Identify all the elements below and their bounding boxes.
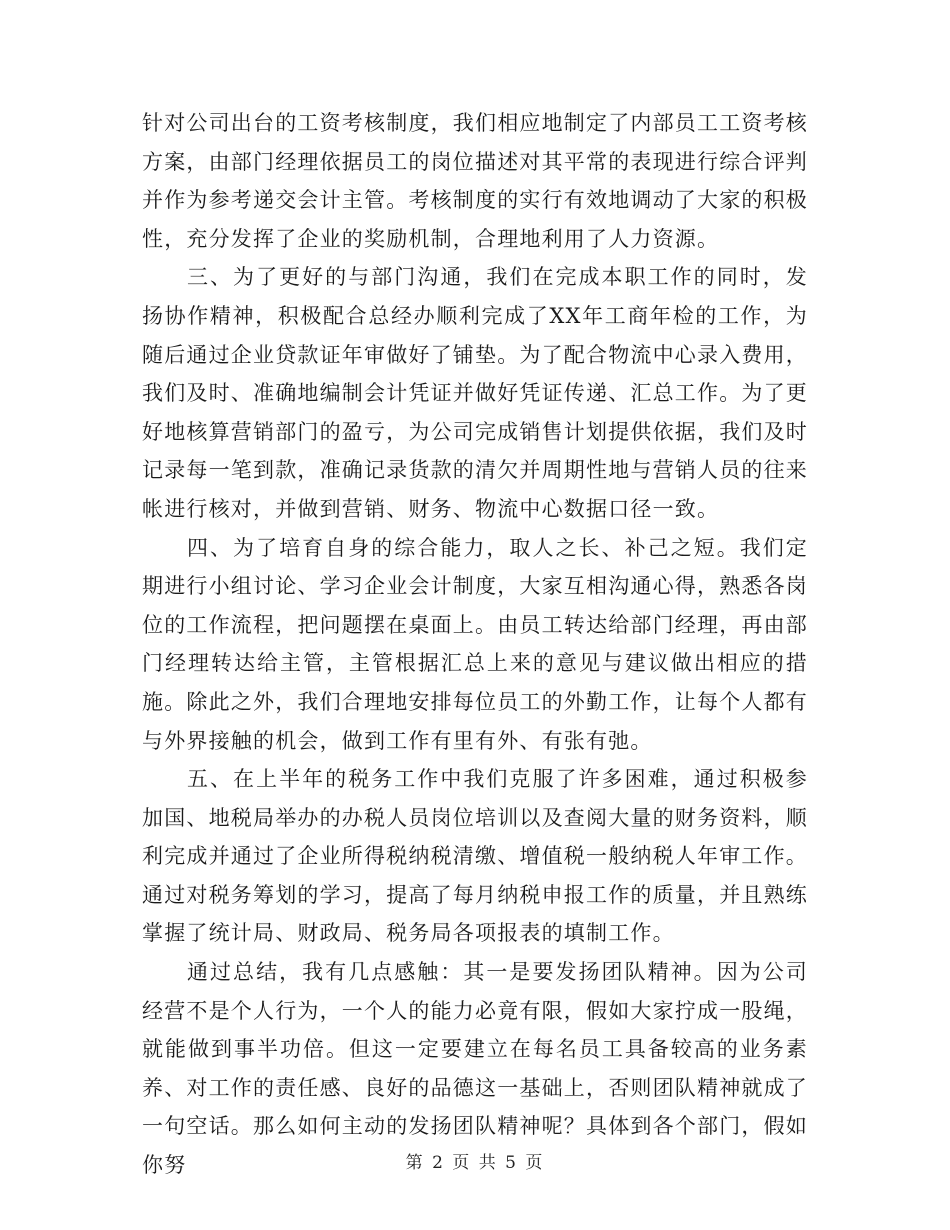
page-footer: 第 2 页 共 5 页 bbox=[405, 1153, 545, 1173]
paragraph-3: 四、为了培育自身的综合能力，取人之长、补己之短。我们定期进行小组讨论、学习企业会计制度，大家互相沟通心得，熟悉各岗位的工作流程，把问题摆在桌面上。由员工转达给部门经理，再由部门经理转达给主管，主管根据汇总上来的意见与建议做出相应的措施。除此之外，我们合理地安排每位员工的外勤工作，让每个人都有与外界接触的机会，做到工作有里有外、有张有弛。 bbox=[142, 535, 808, 753]
paragraph-5: 通过总结，我有几点感触：其一是要发扬团队精神。因为公司经营不是个人行为，一个人的能力必竟有限，假如大家拧成一股绳，就能做到事半功倍。但这一定要建立在每名员工具备较高的业务素养、对工作的责任感、良好的品德这一基础上，否则团队精神就成了一句空话。那么如何主动的发扬团队精神呢？具体到各个部门，假如你努 bbox=[142, 960, 808, 1178]
document-body bbox=[142, 104, 808, 1185]
paragraph-1: 针对公司出台的工资考核制度，我们相应地制定了内部员工工资考核方案，由部门经理依据员工的岗位描述对其平常的表现进行综合评判并作为参考递交会计主管。考核制度的实行有效地调动了大家的积极性，充分发挥了企业的奖励机制，合理地利用了人力资源。 bbox=[142, 111, 808, 251]
paragraph-2: 三、为了更好的与部门沟通，我们在完成本职工作的同时，发扬协作精神，积极配合总经办顺利完成了XX年工商年检的工作，为随后通过企业贷款证年审做好了铺垫。为了配合物流中心录入费用，我们及时、准确地编制会计凭证并做好凭证传递、汇总工作。为了更好地核算营销部门的盈亏，为公司完成销售计划提供依据，我们及时记录每一笔到款，准确记录货款的清欠并周期性地与营销人员的往来帐进行核对，并做到营销、财务、物流中心数据口径一致。 bbox=[142, 265, 808, 521]
paragraph-4: 五、在上半年的税务工作中我们克服了许多困难，通过积极参加国、地税局举办的办税人员岗位培训以及查阅大量的财务资料，顺利完成并通过了企业所得税纳税清缴、增值税一般纳税人年审工作。通过对税务筹划的学习，提高了每月纳税申报工作的质量，并且熟练掌握了统计局、财政局、税务局各项报表的填制工作。 bbox=[142, 767, 808, 946]
